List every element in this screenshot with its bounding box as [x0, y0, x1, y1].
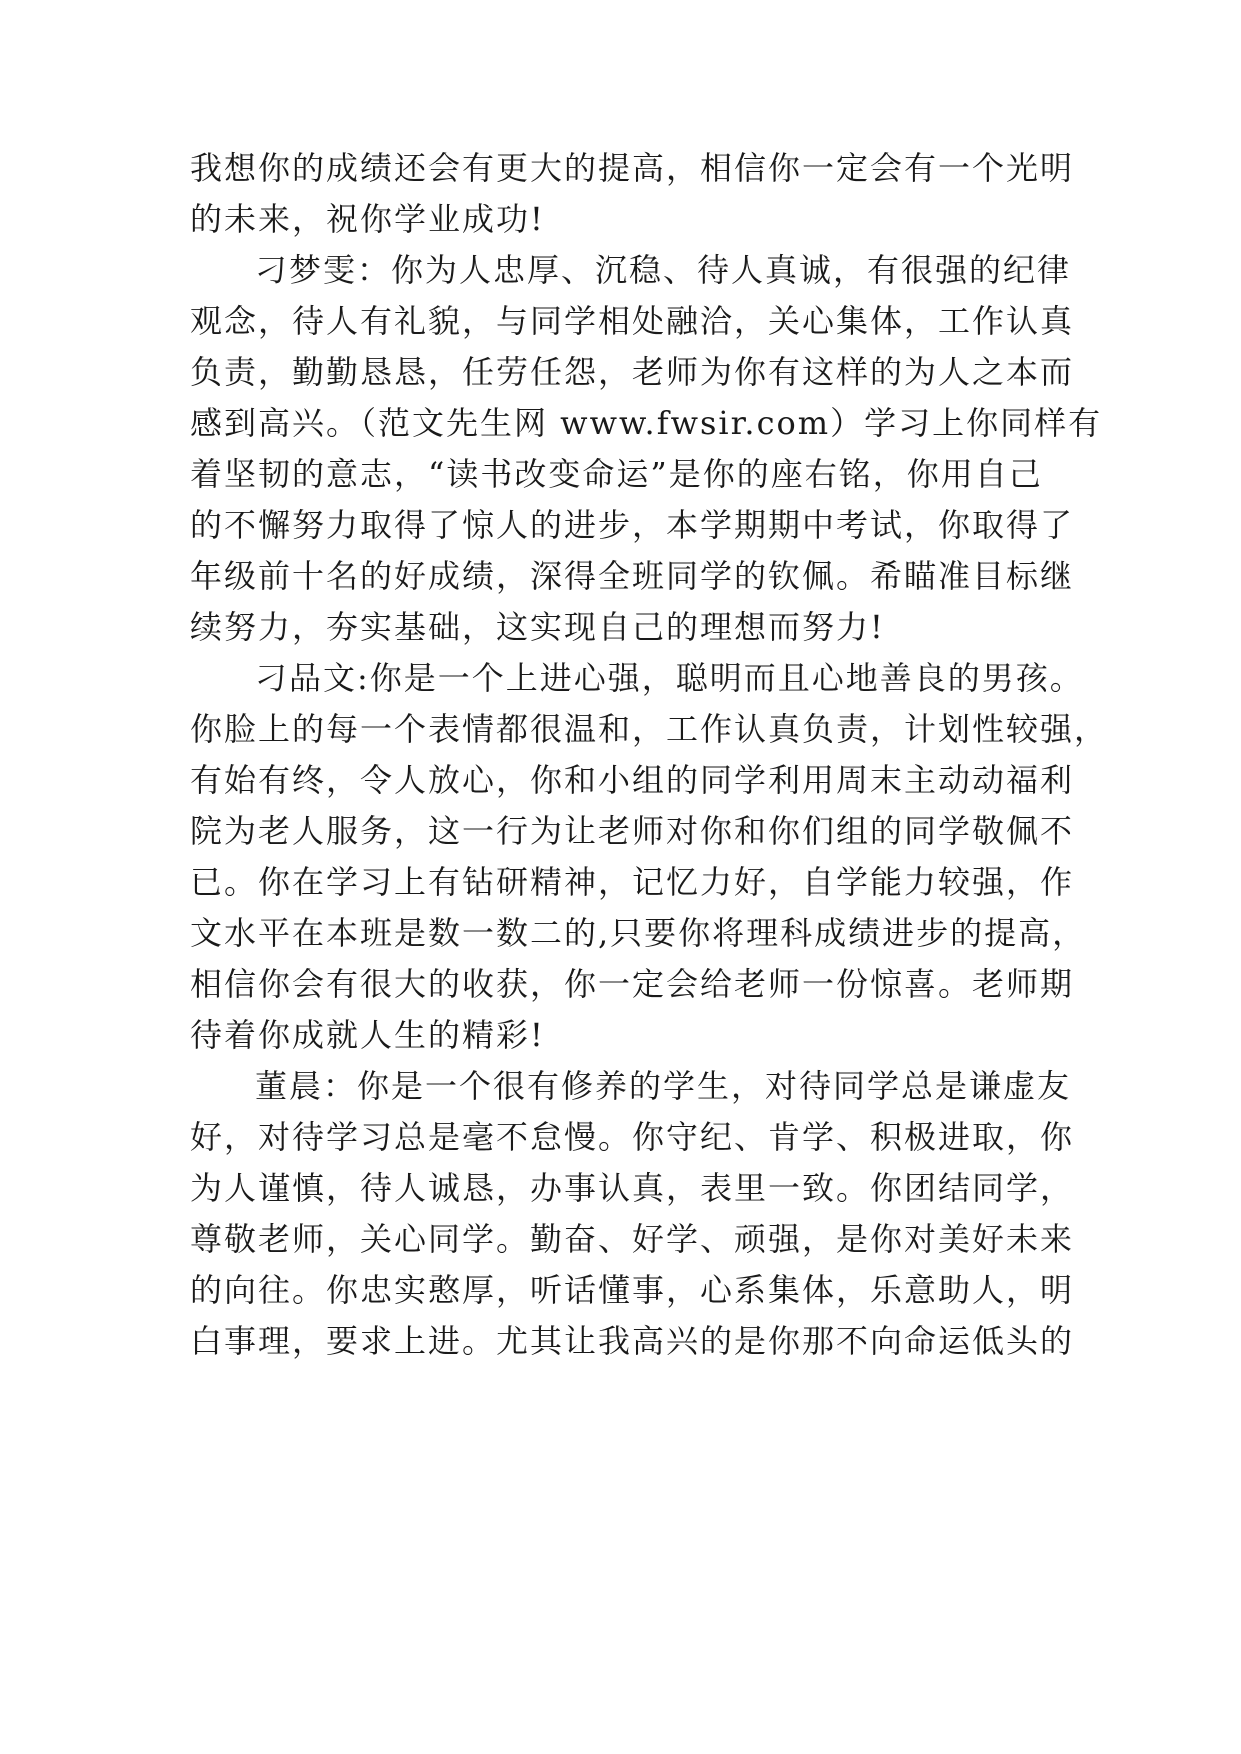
text-line: 尊敬老师，关心同学。勤奋、好学、顽强，是你对美好未来	[190, 1220, 1075, 1258]
text-line: 年级前十名的好成绩，深得全班同学的钦佩。希瞄准目标继	[190, 557, 1075, 595]
text-line: 我想你的成绩还会有更大的提高，相信你一定会有一个光明	[190, 149, 1075, 187]
text-line: 文水平在本班是数一数二的,只要你将理科成绩进步的提高，	[190, 914, 1087, 952]
text-line: 你脸上的每一个表情都很温和，工作认真负责，计划性较强，	[190, 710, 1109, 748]
text-line: 有始有终，令人放心，你和小组的同学利用周末主动动福利	[190, 761, 1075, 799]
text-line: 的不懈努力取得了惊人的进步，本学期期中考试，你取得了	[190, 506, 1075, 544]
text-line: 待着你成就人生的精彩!	[190, 1016, 545, 1054]
text-line: 观念，待人有礼貌，与同学相处融洽，关心集体，工作认真	[190, 302, 1075, 340]
text-line: 感到高兴。（范文先生网 www.fwsir.com）学习上你同样有	[190, 404, 1103, 442]
paragraph-start-line: 刁品文:你是一个上进心强，聪明而且心地善良的男孩。	[255, 659, 1084, 697]
text-line: 院为老人服务，这一行为让老师对你和你们组的同学敬佩不	[190, 812, 1075, 850]
text-line: 的向往。你忠实憨厚，听话懂事，心系集体，乐意助人，明	[190, 1271, 1075, 1309]
paragraph-start-line: 董晨：你是一个很有修养的学生，对待同学总是谦虚友	[255, 1067, 1072, 1105]
text-line: 着坚韧的意志，“读书改变命运”是你的座右铭，你用自己	[190, 455, 1043, 493]
text-line: 相信你会有很大的收获，你一定会给老师一份惊喜。老师期	[190, 965, 1075, 1003]
paragraph-start-line: 刁梦雯：你为人忠厚、沉稳、待人真诚，有很强的纪律	[255, 251, 1072, 289]
text-line: 的未来，祝你学业成功!	[190, 200, 545, 238]
text-line: 续努力，夯实基础，这实现自己的理想而努力!	[190, 608, 885, 646]
text-line: 白事理，要求上进。尤其让我高兴的是你那不向命运低头的	[190, 1322, 1075, 1360]
text-line: 已。你在学习上有钻研精神，记忆力好，自学能力较强，作	[190, 863, 1075, 901]
text-line: 好，对待学习总是毫不怠慢。你守纪、肯学、积极进取，你	[190, 1118, 1075, 1156]
text-line: 负责，勤勤恳恳，任劳任怨，老师为你有这样的为人之本而	[190, 353, 1075, 391]
text-line: 为人谨慎，待人诚恳，办事认真，表里一致。你团结同学，	[190, 1169, 1075, 1207]
